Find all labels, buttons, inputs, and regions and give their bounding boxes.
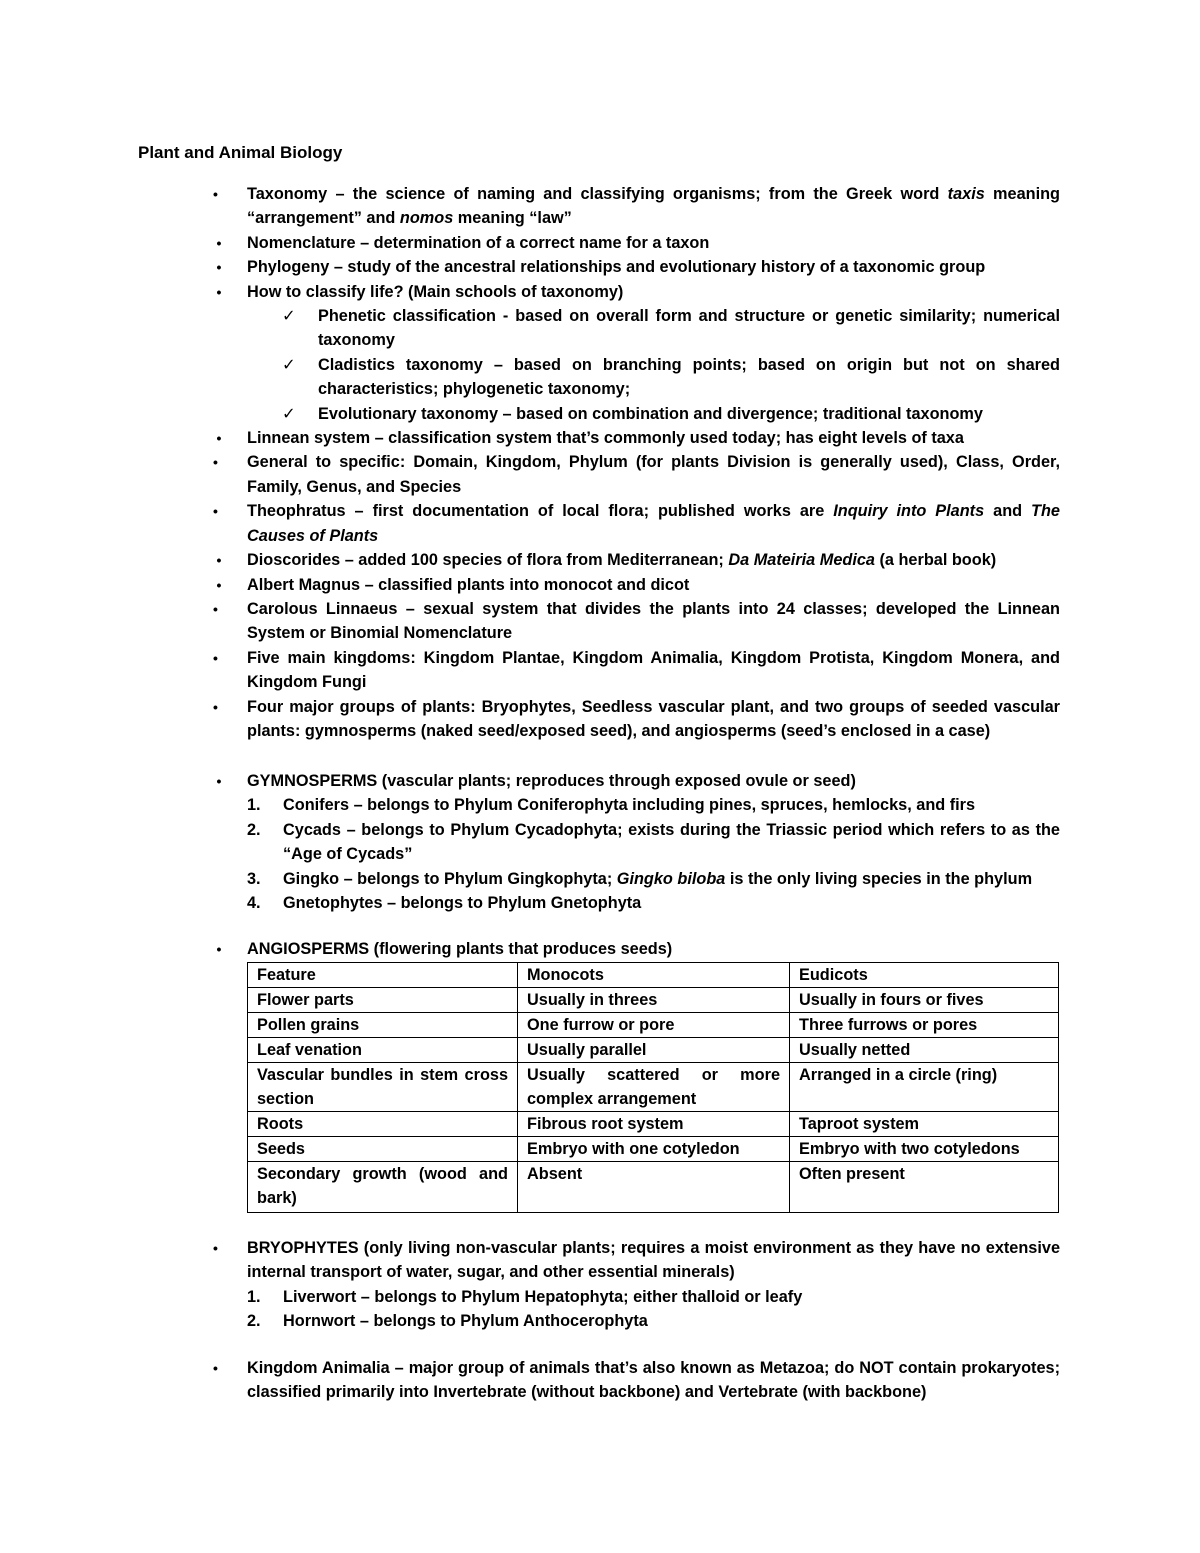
table-header-row (248, 963, 1059, 988)
table-cell: Leaf venation (248, 1038, 518, 1063)
bullet-icon: • (213, 698, 218, 715)
list-item-taxonomy: • Taxonomy – the science of naming and classifying organisms; from the Greek word taxis meaning “arrangement” and nomos meaning “law” (0, 182, 1200, 231)
table-cell: Pollen grains (248, 1013, 518, 1038)
list-item-linnean: • Linnean system – classification system that’s commonly used today; has eight levels of taxa (0, 426, 1200, 450)
table-cell: Embryo with two cotyledons (790, 1137, 1059, 1162)
list-item: 2. Cycads – belongs to Phylum Cycadophyta; exists during the Triassic period which refers to as the “Age of Cycads” (247, 820, 1060, 864)
table-cell: Vascular bundles in stem cross section (248, 1063, 518, 1112)
table-cell: Three furrows or pores (790, 1013, 1059, 1038)
schools-list (247, 304, 1060, 426)
angiosperms-section (0, 937, 1200, 961)
table-cell: Taproot system (790, 1112, 1059, 1137)
page-title: Plant and Animal Biology (138, 143, 343, 162)
list-item-theophratus: • Theophratus – first documentation of local flora; published works are Inquiry into Plants and The Causes of Plants (0, 499, 1200, 548)
table-header-cell: Eudicots (790, 963, 1059, 988)
list-item-classify: • How to classify life? (Main schools of taxonomy) ✓ Phenetic classification - based on overall form and structure or genetic similarity; numerical taxonomy ✓ Cladistics taxonomy – based on branching points; based on origin but not on shared characteristics; phylogenetic taxonomy; ✓ Evolutionary taxonomy – based on combination and divergence; traditional taxonomy (0, 280, 1200, 426)
table-row (248, 1063, 1059, 1112)
table-cell: Usually netted (790, 1038, 1059, 1063)
bullet-icon: • (213, 1360, 218, 1376)
bryophytes-list (247, 1285, 1060, 1334)
bryophytes-section (0, 1236, 1200, 1334)
table-cell: Secondary growth (wood and bark) (248, 1162, 518, 1213)
list-item: 1. Conifers – belongs to Phylum Coniferophyta including pines, spruces, hemlocks, and firs (247, 796, 976, 815)
angiosperms-heading: • ANGIOSPERMS (flowering plants that produces seeds) (0, 937, 1200, 961)
checkmark-icon: ✓ (282, 355, 296, 374)
table-cell: Usually in threes (518, 988, 790, 1013)
table-cell: Flower parts (248, 988, 518, 1013)
table-cell: Embryo with one cotyledon (518, 1137, 790, 1162)
list-item-dioscorides: • Dioscorides – added 100 species of flora from Mediterranean; Da Mateiria Medica (a herbal book) (0, 548, 1200, 572)
bullet-icon: • (216, 552, 222, 569)
table-cell: Usually in fours or fives (790, 988, 1059, 1013)
list-item-animalia: • Kingdom Animalia – major group of animals that’s also known as Metazoa; do NOT contain prokaryotes; classified primarily into Invertebrate (without backbone) and Vertebrate (with backbone) (0, 1356, 1200, 1405)
list-item-phylogeny: • Phylogeny – study of the ancestral relationships and evolutionary history of a taxonomic group (0, 255, 1200, 279)
list-item-magnus: • Albert Magnus – classified plants into monocot and dicot (0, 573, 1200, 597)
table-cell: Arranged in a circle (ring) (790, 1063, 1059, 1112)
gymnosperms-section (0, 769, 1200, 915)
intro-list (0, 182, 1200, 743)
gymnosperms-heading: • GYMNOSPERMS (vascular plants; reproduces through exposed ovule or seed) 1. Conifers – belongs to Phylum Coniferophyta including pines, spruces, hemlocks, and firs 2. Cycads – belongs to Phylum Cycadophyta; exists during the Triassic period which refers to as the “Age of Cycads” 3. Gingko – belongs to Phylum Gingkophyta; Gingko biloba is the only living species in the phylum 4. Gnetophytes – belongs to Phylum Gnetophyta (0, 769, 1200, 915)
list-item-general: • General to specific: Domain, Kingdom, Phylum (for plants Division is generally used), Class, Order, Family, Genus, and Species (0, 450, 1200, 499)
school-item: ✓ Evolutionary taxonomy – based on combination and divergence; traditional taxonomy (247, 402, 1060, 426)
bullet-icon: • (213, 186, 218, 202)
bullet-icon: • (216, 773, 222, 789)
bullet-icon: • (213, 454, 218, 471)
bullet-icon: • (213, 1240, 218, 1256)
table-row (248, 1013, 1059, 1038)
bryophytes-heading: • BRYOPHYTES (only living non-vascular plants; requires a moist environment as they have no extensive internal transport of water, sugar, and other essential minerals) 1. Liverwort – belongs to Phylum Hepatophyta; either thalloid or leafy 2. Hornwort – belongs to Phylum Anthocerophyta (0, 1236, 1200, 1334)
bullet-icon: • (216, 234, 222, 251)
bullet-icon: • (216, 259, 222, 276)
list-item: 2. Hornwort – belongs to Phylum Anthocerophyta (247, 1312, 648, 1331)
table-cell: Fibrous root system (518, 1112, 790, 1137)
list-item: 1. Liverwort – belongs to Phylum Hepatophyta; either thalloid or leafy (247, 1287, 803, 1306)
bullet-icon: • (216, 941, 222, 957)
table-cell: Absent (518, 1162, 790, 1213)
angiosperms-table (247, 962, 1059, 1213)
bullet-icon: • (213, 503, 218, 520)
table-cell: Usually parallel (518, 1038, 790, 1063)
list-item-linnaeus: • Carolous Linnaeus – sexual system that divides the plants into 24 classes; developed the Linnean System or Binomial Nomenclature (0, 597, 1200, 646)
table-row (248, 1112, 1059, 1137)
table-cell: One furrow or pore (518, 1013, 790, 1038)
bullet-icon: • (216, 283, 222, 300)
bullet-icon: • (213, 649, 218, 666)
bullet-icon: • (216, 430, 222, 447)
table-row (248, 1038, 1059, 1063)
gymnosperms-list (247, 793, 1060, 915)
school-item: ✓ Cladistics taxonomy – based on branching points; based on origin but not on shared characteristics; phylogenetic taxonomy; (247, 353, 1060, 402)
table-cell: Often present (790, 1162, 1059, 1213)
list-item-groups: • Four major groups of plants: Bryophytes, Seedless vascular plant, and two groups of seeded vascular plants: gymnosperms (naked seed/exposed seed), and angiosperms (seed’s enclosed in a case) (0, 695, 1200, 744)
checkmark-icon: ✓ (282, 404, 296, 423)
list-item: 3. Gingko – belongs to Phylum Gingkophyta; Gingko biloba is the only living species in the phylum (247, 869, 1033, 888)
table-row (248, 1162, 1059, 1213)
bullet-icon: • (216, 576, 222, 593)
list-item-kingdoms: • Five main kingdoms: Kingdom Plantae, Kingdom Animalia, Kingdom Protista, Kingdom Monera, and Kingdom Fungi (0, 646, 1200, 695)
table-cell: Usually scattered or more complex arrangement (518, 1063, 790, 1112)
table-cell: Seeds (248, 1137, 518, 1162)
list-item: 4. Gnetophytes – belongs to Phylum Gnetophyta (247, 894, 642, 913)
table-row (248, 988, 1059, 1013)
table-cell: Roots (248, 1112, 518, 1137)
list-item-nomenclature: • Nomenclature – determination of a correct name for a taxon (0, 231, 1200, 255)
table-row (248, 1137, 1059, 1162)
animalia-section (0, 1356, 1200, 1405)
checkmark-icon: ✓ (282, 307, 296, 326)
table-header-cell: Feature (248, 963, 518, 988)
bullet-icon: • (213, 600, 218, 617)
table-header-cell: Monocots (518, 963, 790, 988)
school-item: ✓ Phenetic classification - based on overall form and structure or genetic similarity; numerical taxonomy (247, 304, 1060, 353)
